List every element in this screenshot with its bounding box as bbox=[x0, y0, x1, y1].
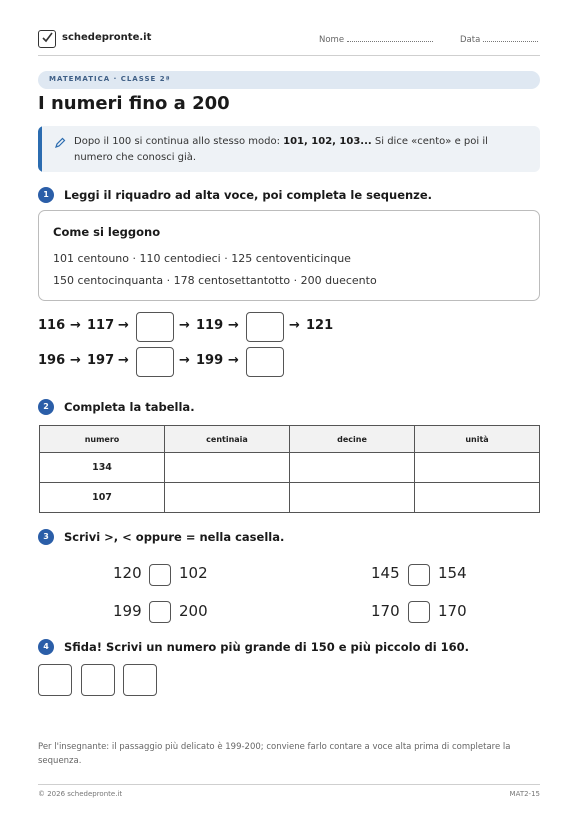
site-name: schedepronte.it bbox=[62, 32, 152, 43]
reading-box bbox=[38, 210, 540, 301]
table-cell-number: 134 bbox=[40, 453, 165, 483]
footer-copyright: © 2026 schedepronte.it bbox=[38, 790, 123, 798]
pencil-icon bbox=[54, 137, 66, 149]
table-cell-input[interactable] bbox=[290, 453, 415, 483]
arrow: → bbox=[70, 353, 81, 368]
reading-line-1: 101 centouno · 110 centodieci · 125 centoventicinque bbox=[53, 252, 351, 265]
seq1-number: 117 bbox=[87, 318, 115, 333]
table-row bbox=[40, 483, 540, 513]
table-cell-number: 107 bbox=[40, 483, 165, 513]
sequence-answer-box[interactable] bbox=[246, 312, 284, 342]
table-cell-input[interactable] bbox=[415, 453, 540, 483]
compare-left: 170 bbox=[371, 602, 400, 620]
compare-left: 145 bbox=[371, 564, 400, 582]
footer-divider bbox=[38, 784, 540, 785]
arrow: → bbox=[228, 353, 239, 368]
digit-box-hundreds[interactable] bbox=[38, 664, 72, 696]
digit-box-units[interactable] bbox=[123, 664, 157, 696]
question-1-text: Leggi il riquadro ad alta voce, poi completa le sequenze. bbox=[64, 188, 433, 202]
place-value-table bbox=[39, 425, 540, 513]
arrow: → bbox=[228, 318, 239, 333]
compare-left: 120 bbox=[113, 564, 142, 582]
sequence-answer-box[interactable] bbox=[136, 312, 174, 342]
seq2-number: 199 bbox=[196, 353, 224, 368]
logo-check-icon bbox=[38, 30, 56, 48]
table-cell-input[interactable] bbox=[165, 453, 290, 483]
seq1-number: 121 bbox=[306, 318, 334, 333]
callout-accent-bar bbox=[38, 126, 42, 172]
table-cell-input[interactable] bbox=[415, 483, 540, 513]
compare-right: 154 bbox=[438, 564, 467, 582]
table-cell-input[interactable] bbox=[290, 483, 415, 513]
table-header: centinaia bbox=[165, 426, 290, 453]
teacher-note: Per l'insegnante: il passaggio più delicato è 199-200; conviene farlo contare a voce alta prima di completare la sequenza. bbox=[38, 742, 511, 766]
compare-right: 200 bbox=[179, 602, 208, 620]
table-row bbox=[40, 453, 540, 483]
digit-box-tens[interactable] bbox=[81, 664, 115, 696]
compare-answer-box[interactable] bbox=[149, 601, 171, 623]
arrow: → bbox=[179, 353, 190, 368]
table-header-row bbox=[40, 426, 540, 453]
question-number-1: 1 bbox=[38, 187, 54, 203]
date-field[interactable]: Data bbox=[460, 35, 538, 45]
table-header: decine bbox=[290, 426, 415, 453]
reading-line-2: 150 centocinquanta · 178 centosettantotto · 200 duecento bbox=[53, 274, 377, 287]
compare-left: 199 bbox=[113, 602, 142, 620]
header-divider bbox=[38, 55, 540, 56]
info-callout bbox=[38, 126, 540, 172]
question-number-3: 3 bbox=[38, 529, 54, 545]
arrow: → bbox=[179, 318, 190, 333]
table-header: numero bbox=[40, 426, 165, 453]
question-2-text: Completa la tabella. bbox=[64, 400, 195, 414]
seq1-number: 116 bbox=[38, 318, 66, 333]
reading-box-title: Come si leggono bbox=[53, 225, 161, 239]
question-number-4: 4 bbox=[38, 639, 54, 655]
footer-code: MAT2-15 bbox=[509, 790, 540, 798]
arrow: → bbox=[118, 353, 129, 368]
sequence-answer-box[interactable] bbox=[136, 347, 174, 377]
compare-answer-box[interactable] bbox=[408, 601, 430, 623]
page-title: I numeri fino a 200 bbox=[38, 93, 230, 114]
callout-text: Dopo il 100 si continua allo stesso modo: 101, 102, 103... Si dice «cento» e poi il numero che conosci già. bbox=[74, 136, 488, 163]
arrow: → bbox=[289, 318, 300, 333]
subject-tag: MATEMATICA · CLASSE 2ª bbox=[38, 71, 540, 89]
table-header: unità bbox=[415, 426, 540, 453]
seq1-number: 119 bbox=[196, 318, 224, 333]
name-field[interactable]: Nome bbox=[319, 35, 433, 45]
compare-answer-box[interactable] bbox=[149, 564, 171, 586]
compare-answer-box[interactable] bbox=[408, 564, 430, 586]
question-number-2: 2 bbox=[38, 399, 54, 415]
arrow: → bbox=[118, 318, 129, 333]
table-cell-input[interactable] bbox=[165, 483, 290, 513]
compare-right: 102 bbox=[179, 564, 208, 582]
sequence-answer-box[interactable] bbox=[246, 347, 284, 377]
seq2-number: 196 bbox=[38, 353, 66, 368]
seq2-number: 197 bbox=[87, 353, 115, 368]
question-4-text: Sfida! Scrivi un numero più grande di 150 e più piccolo di 160. bbox=[64, 640, 470, 654]
compare-right: 170 bbox=[438, 602, 467, 620]
question-3-text: Scrivi >, < oppure = nella casella. bbox=[64, 530, 285, 544]
arrow: → bbox=[70, 318, 81, 333]
